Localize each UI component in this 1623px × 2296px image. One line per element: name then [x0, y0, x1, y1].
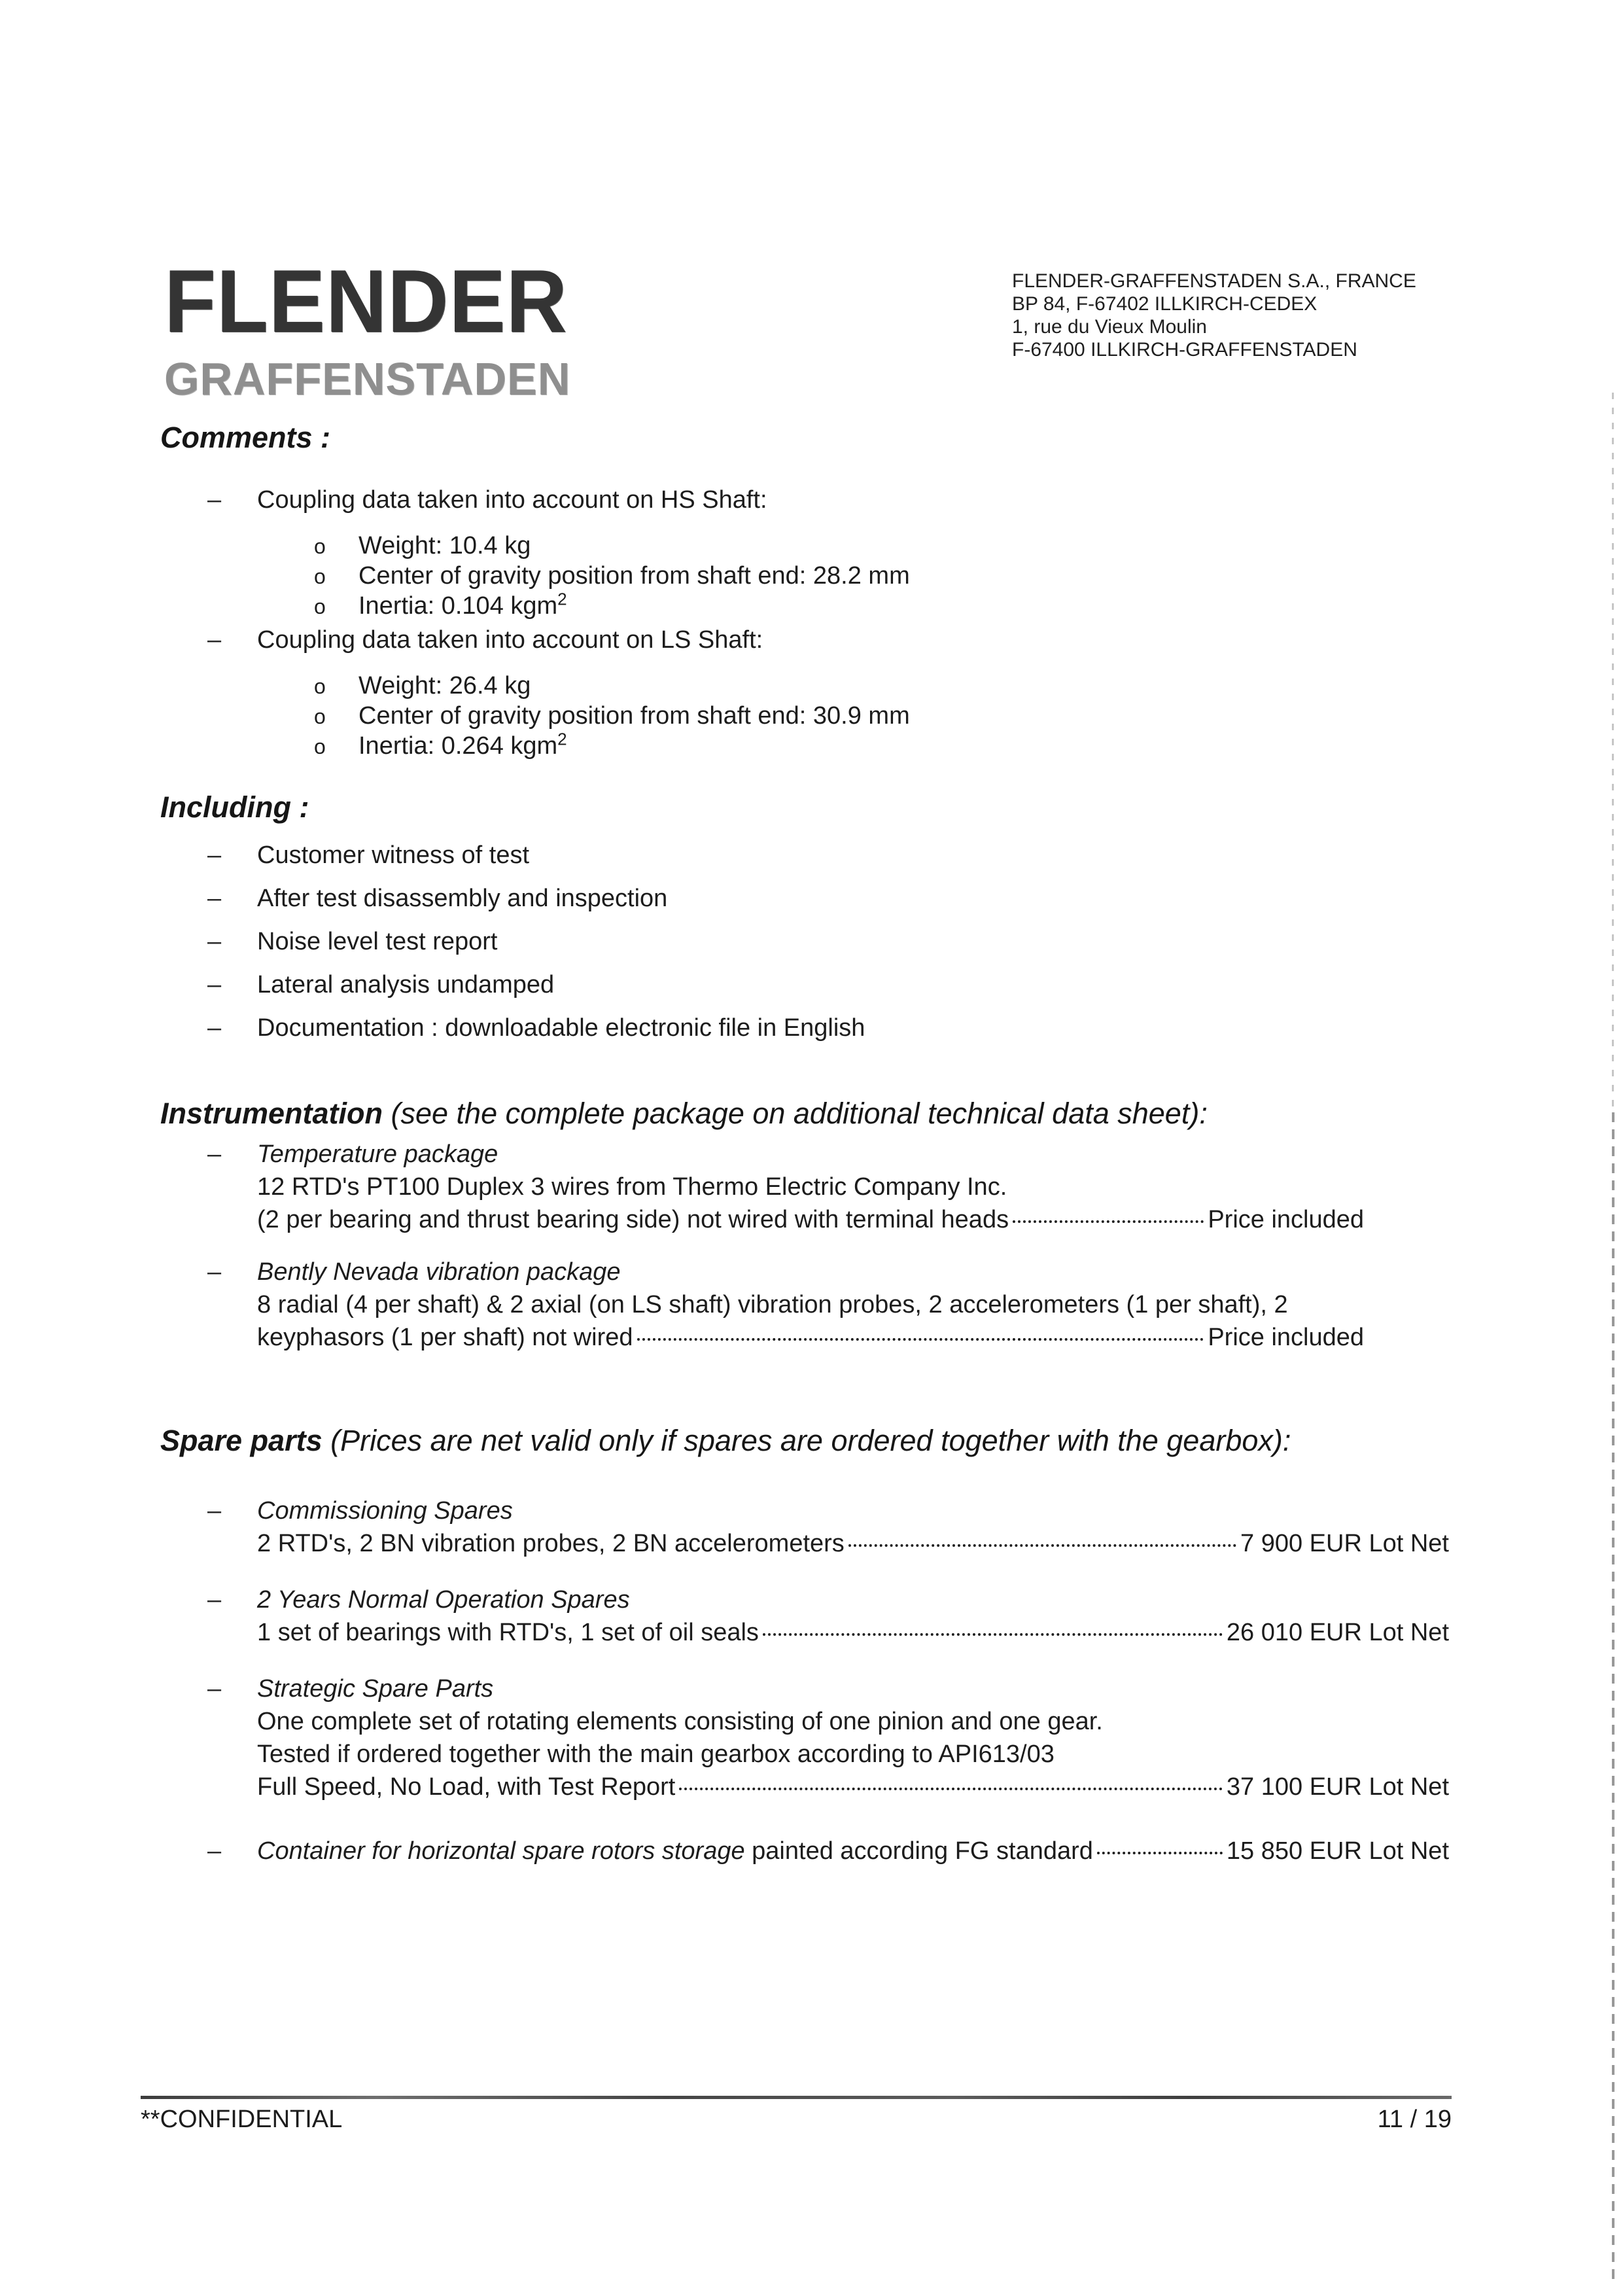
vibration-package-price: Price included: [1208, 1324, 1364, 1351]
commissioning-spares-price-row: [257, 1527, 1449, 1560]
including-list: [160, 840, 1449, 1043]
container-storage-price-row: [257, 1835, 1449, 1867]
ls-weight: Weight: 26.4 kg: [358, 672, 531, 699]
commissioning-spares-line: 2 RTD's, 2 BN vibration probes, 2 BN accelerometers: [257, 1530, 845, 1557]
dotted-leader: [637, 1338, 1204, 1341]
container-storage-line: [257, 1835, 1093, 1867]
commissioning-spares-title: Commissioning Spares: [257, 1497, 513, 1525]
circle-bullet-icon: o: [314, 705, 326, 728]
strategic-spares-title: Strategic Spare Parts: [257, 1675, 494, 1703]
dotted-leader: [848, 1544, 1236, 1547]
list-item: [160, 731, 1449, 761]
hs-cog: Center of gravity position from shaft end: 28.2 mm: [358, 562, 910, 590]
scan-artifact-line: [1612, 393, 1614, 1112]
commissioning-spares-block: [160, 1494, 1449, 1560]
container-storage-price: 15 850 EUR Lot Net: [1226, 1837, 1449, 1865]
company-address: [1012, 270, 1416, 361]
list-item: [160, 970, 1449, 1000]
instrumentation-heading: [160, 1097, 1449, 1130]
spare-parts-heading-bold: Spare parts: [160, 1424, 323, 1457]
comments-hs-bullet: [160, 485, 1449, 515]
dash-bullet-icon: –: [207, 841, 222, 869]
container-storage-title: Container for horizontal spare rotors storage: [257, 1837, 745, 1865]
including-item: Documentation : downloadable electronic file in English: [257, 1014, 865, 1042]
comments-hs-label: Coupling data taken into account on HS Shaft:: [257, 486, 767, 514]
document-body: [160, 421, 1449, 1867]
address-line: BP 84, F-67402 ILLKIRCH-CEDEX: [1012, 293, 1318, 315]
dash-bullet-icon: –: [207, 971, 222, 998]
commissioning-spares-price: 7 900 EUR Lot Net: [1240, 1530, 1449, 1557]
address-line: F-67400 ILLKIRCH-GRAFFENSTADEN: [1012, 339, 1357, 361]
circle-bullet-icon: o: [314, 675, 326, 698]
list-item: [160, 671, 1449, 701]
ls-inertia: Inertia: 0.264 kgm: [358, 732, 558, 760]
two-years-spares-line: 1 set of bearings with RTD's, 1 set of oil seals: [257, 1619, 759, 1646]
strategic-spares-line: One complete set of rotating elements consisting of one pinion and one gear.: [257, 1708, 1103, 1735]
list-item: [160, 531, 1449, 561]
temperature-package-price-row: [257, 1203, 1364, 1236]
strategic-spares-line: Tested if ordered together with the main gearbox according to API613/03: [257, 1740, 1055, 1768]
list-item: [160, 561, 1449, 591]
circle-bullet-icon: o: [314, 535, 326, 558]
dash-bullet-icon: –: [207, 486, 222, 514]
temperature-package-block: [160, 1138, 1449, 1236]
temperature-package-price: Price included: [1208, 1206, 1364, 1233]
logo-flender: FLENDER: [164, 251, 568, 351]
list-item: [160, 883, 1449, 913]
container-storage-block: [160, 1835, 1449, 1867]
container-storage-rest: painted according FG standard: [744, 1837, 1093, 1865]
two-years-spares-price: 26 010 EUR Lot Net: [1226, 1619, 1449, 1646]
scan-artifact-line: [1612, 1112, 1614, 2283]
logo-graffenstaden: GRAFFENSTADEN: [164, 353, 571, 404]
including-heading: Including :: [160, 790, 309, 824]
dotted-leader: [1097, 1852, 1223, 1854]
dash-bullet-icon: –: [207, 1014, 222, 1042]
comments-heading: Comments :: [160, 421, 331, 454]
strategic-spares-price-row: [257, 1771, 1449, 1803]
list-item: [160, 927, 1449, 957]
strategic-spares-line: Full Speed, No Load, with Test Report: [257, 1773, 676, 1801]
dash-bullet-icon: –: [207, 928, 222, 955]
spare-parts-heading: [160, 1424, 1449, 1457]
spare-parts-heading-note: (Prices are net valid only if spares are ordered together with the gearbox):: [322, 1424, 1291, 1457]
list-item: [160, 591, 1449, 621]
comments-ls-bullet: [160, 625, 1449, 655]
address-line: 1, rue du Vieux Moulin: [1012, 316, 1207, 338]
hs-inertia-exponent: 2: [557, 589, 567, 609]
vibration-package-line: 8 radial (4 per shaft) & 2 axial (on LS shaft) vibration probes, 2 accelerometers (1 per shaft), 2: [257, 1291, 1288, 1318]
dash-bullet-icon: –: [207, 1140, 222, 1168]
list-item: [160, 701, 1449, 731]
list-item: [160, 1013, 1449, 1043]
including-item: Noise level test report: [257, 928, 498, 955]
including-item: After test disassembly and inspection: [257, 885, 668, 912]
vibration-package-block: [160, 1256, 1449, 1354]
circle-bullet-icon: o: [314, 565, 326, 588]
vibration-package-title: Bently Nevada vibration package: [257, 1258, 621, 1286]
vibration-package-line: keyphasors (1 per shaft) not wired: [257, 1324, 633, 1351]
document-header: [160, 251, 1449, 404]
vibration-package-price-row: [257, 1321, 1364, 1354]
strategic-spares-price: 37 100 EUR Lot Net: [1226, 1773, 1449, 1801]
list-item: [160, 840, 1449, 870]
address-line: FLENDER-GRAFFENSTADEN S.A., FRANCE: [1012, 270, 1416, 292]
temperature-package-line: 12 RTD's PT100 Duplex 3 wires from Thermo Electric Company Inc.: [257, 1173, 1007, 1201]
comments-ls-sublist: [160, 671, 1449, 761]
comments-ls-label: Coupling data taken into account on LS Shaft:: [257, 626, 763, 654]
footer-row: [141, 2099, 1452, 2134]
dash-bullet-icon: –: [207, 1258, 222, 1286]
dash-bullet-icon: –: [207, 1586, 222, 1614]
ls-inertia-exponent: 2: [557, 729, 567, 749]
comments-hs-sublist: [160, 531, 1449, 621]
hs-weight: Weight: 10.4 kg: [358, 532, 531, 559]
strategic-spares-block: [160, 1672, 1449, 1803]
including-item: Lateral analysis undamped: [257, 971, 555, 998]
dash-bullet-icon: –: [207, 1497, 222, 1525]
dash-bullet-icon: –: [207, 1837, 222, 1865]
temperature-package-title: Temperature package: [257, 1140, 498, 1168]
hs-inertia: Inertia: 0.104 kgm: [358, 592, 558, 620]
instrumentation-heading-note: (see the complete package on additional technical data sheet):: [383, 1097, 1208, 1130]
dash-bullet-icon: –: [207, 626, 222, 654]
dotted-leader: [1013, 1220, 1204, 1223]
including-item: Customer witness of test: [257, 841, 530, 869]
two-years-spares-title: 2 Years Normal Operation Spares: [257, 1586, 630, 1614]
dash-bullet-icon: –: [207, 885, 222, 912]
ls-cog: Center of gravity position from shaft end: 30.9 mm: [358, 702, 910, 730]
two-years-spares-block: [160, 1583, 1449, 1649]
dash-bullet-icon: –: [207, 1675, 222, 1703]
circle-bullet-icon: o: [314, 735, 326, 758]
circle-bullet-icon: o: [314, 595, 326, 618]
temperature-package-line: (2 per bearing and thrust bearing side) not wired with terminal heads: [257, 1206, 1009, 1233]
document-footer: [141, 2096, 1452, 2134]
dotted-leader: [763, 1633, 1223, 1636]
company-logo: [164, 251, 589, 404]
page-number: 11 / 19: [1377, 2106, 1452, 2133]
instrumentation-heading-bold: Instrumentation: [160, 1097, 383, 1130]
confidential-label: **CONFIDENTIAL: [141, 2106, 343, 2133]
two-years-spares-price-row: [257, 1616, 1449, 1649]
dotted-leader: [679, 1788, 1223, 1790]
